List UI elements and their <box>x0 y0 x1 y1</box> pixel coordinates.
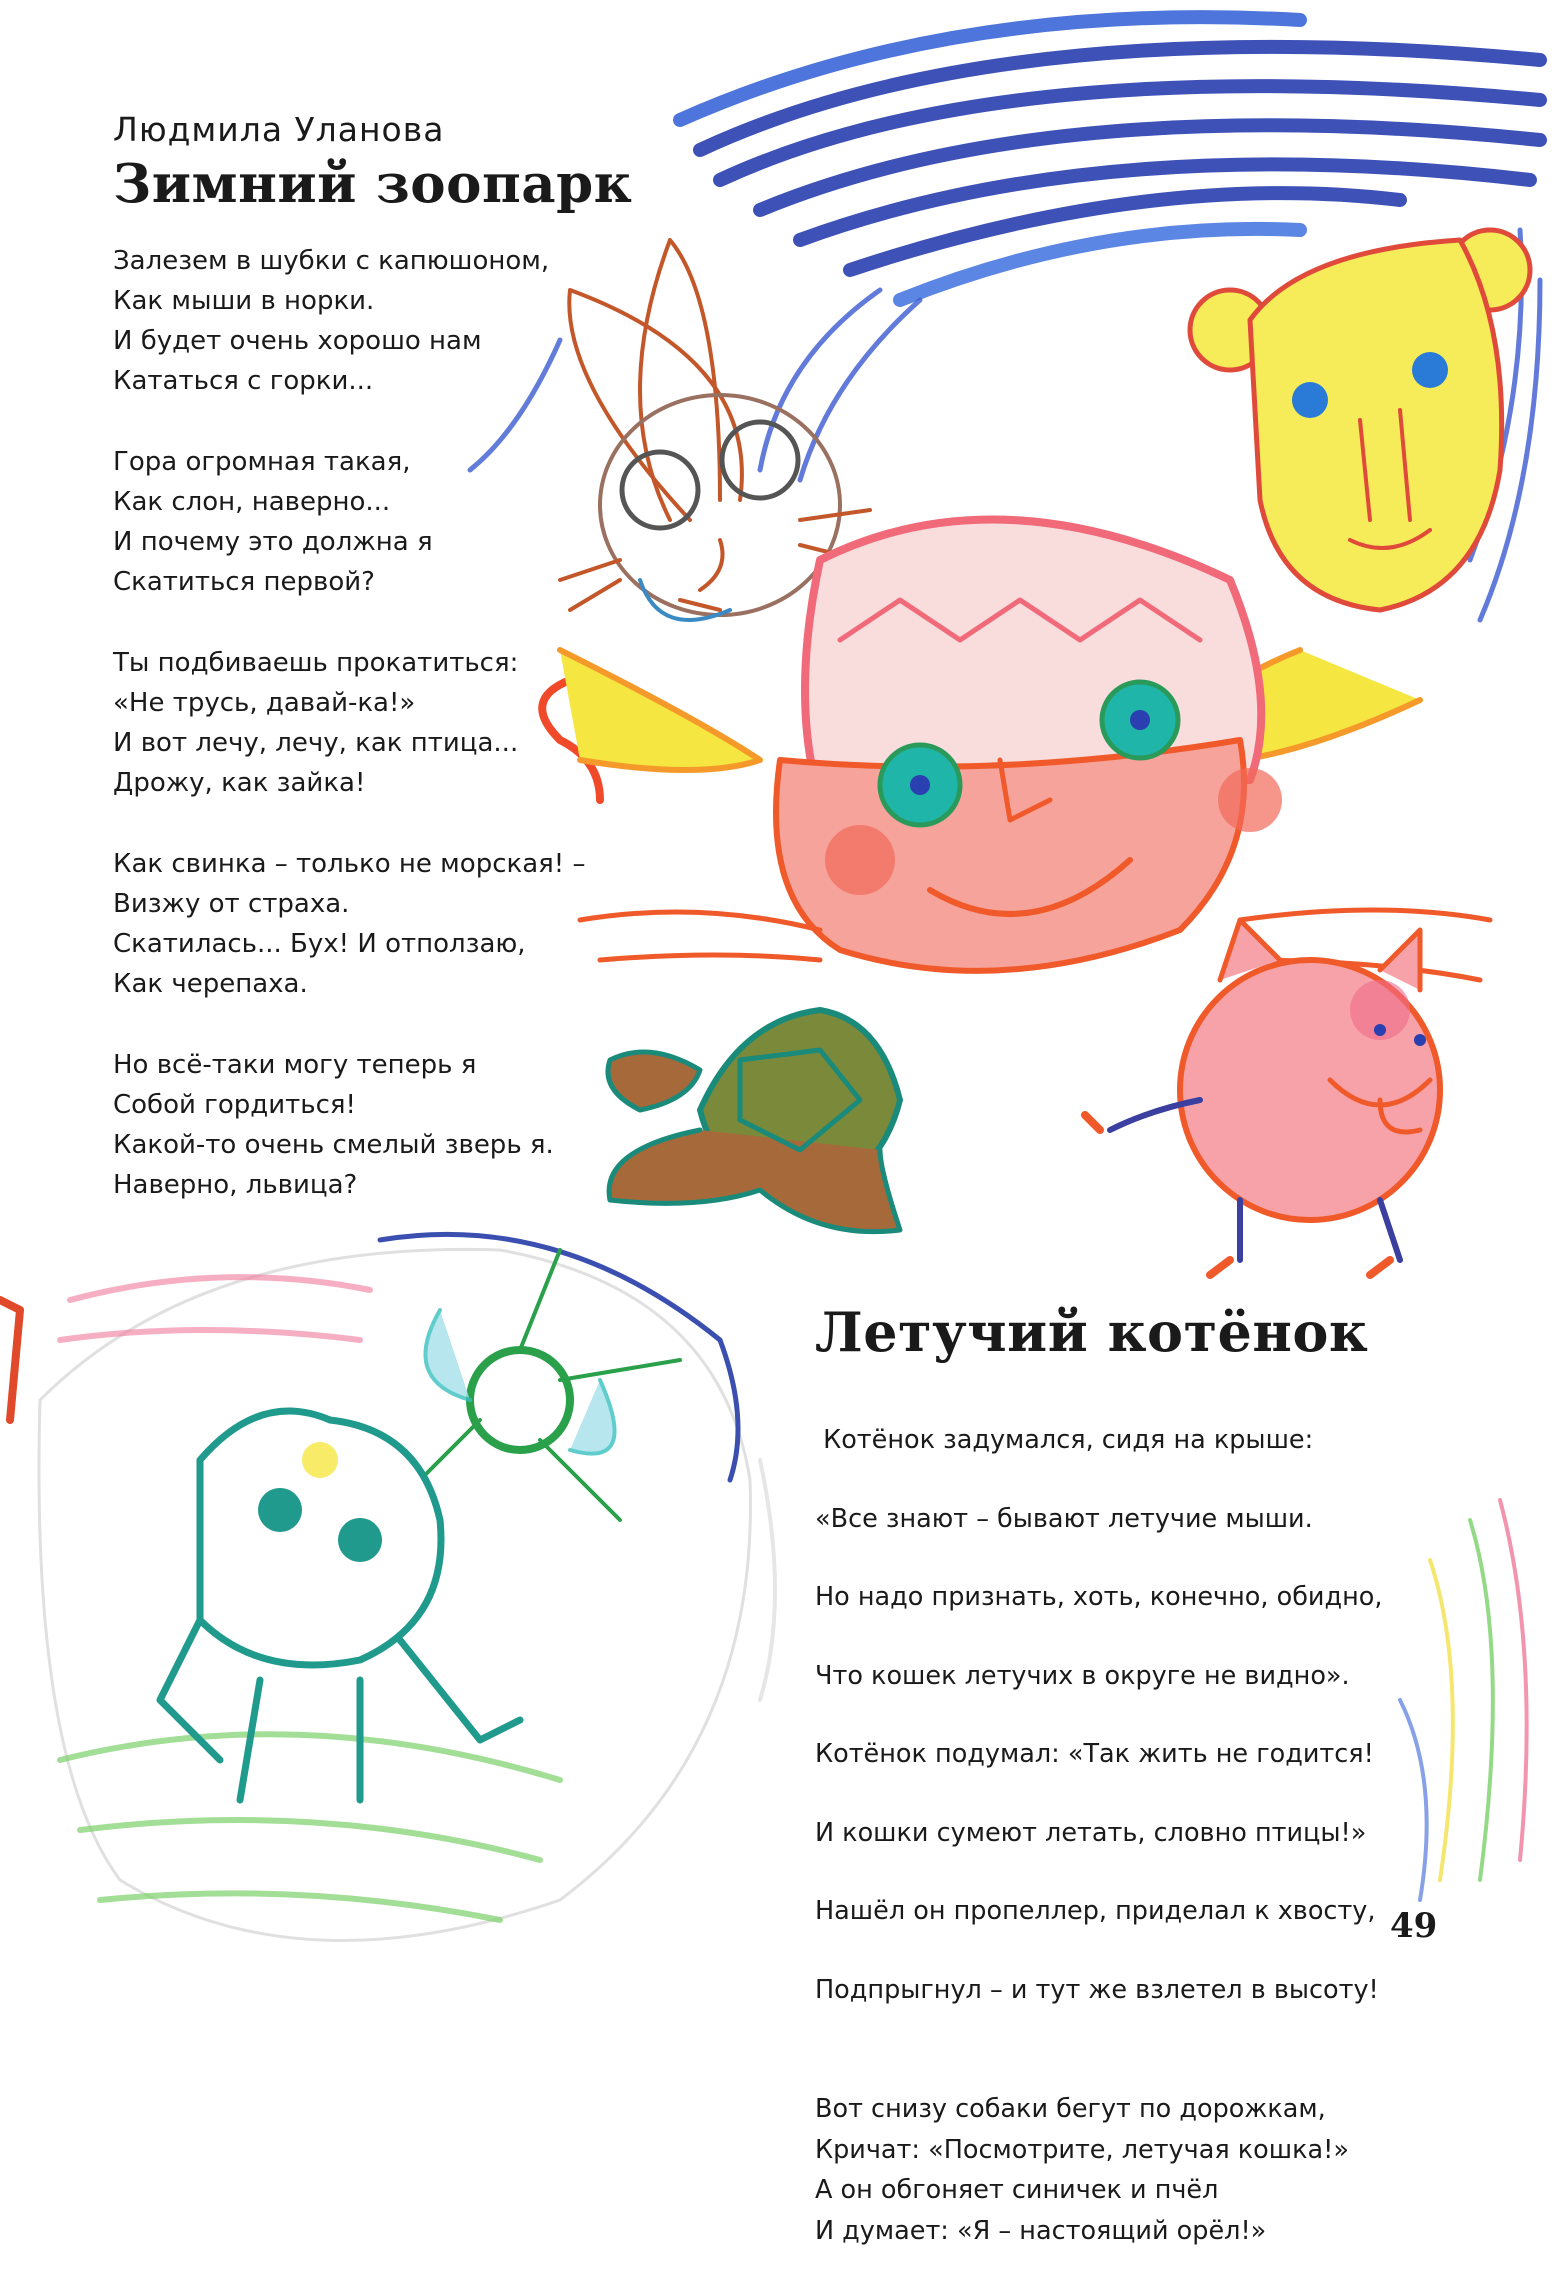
poem-line: Кататься с горки... <box>113 366 374 396</box>
poem-line: И будет очень хорошо нам <box>113 326 482 356</box>
page-number: 49 <box>1390 1906 1438 1946</box>
stanza <box>815 1382 1383 2048</box>
poem-line: Но надо признать, хоть, конечно, обидно, <box>815 1582 1383 1612</box>
stanza <box>113 643 632 803</box>
poem-line: И вот лечу, лечу, как птица... <box>113 728 519 758</box>
poem-author: Людмила Уланова <box>113 110 445 149</box>
pig-drawing <box>1085 920 1440 1275</box>
poem-line: Наверно, львица? <box>113 1170 358 1200</box>
poem-line: Кричат: «Посмотрите, летучая кошка!» <box>815 2134 1349 2165</box>
poem-letuchiy-kotenok <box>815 1300 1383 2292</box>
turtle-drawing <box>608 1010 900 1232</box>
poem-line: Но всё-таки могу теперь я <box>113 1050 477 1080</box>
poem-line: Котёнок задумался, сидя на крыше: <box>815 1425 1314 1455</box>
poem-line: Что кошек летучих в округе не видно». <box>815 1660 1350 1691</box>
poem-line: Как слон, наверно... <box>113 487 391 517</box>
poem-line: Скатилась... Бух! И отползаю, <box>113 929 526 959</box>
poem-line: Подпрыгнул – и тут же взлетел в высоту! <box>815 1974 1379 2005</box>
poem-line: Нашёл он пропеллер, приделал к хвосту, <box>815 1896 1376 1926</box>
poem-line: Залезем в шубки с капюшоном, <box>113 246 550 276</box>
poem-line: «Не трусь, давай-ка!» <box>113 688 416 718</box>
poem-line: Гора огромная такая, <box>113 447 411 477</box>
poem-zimniy-zoopark <box>113 110 632 1246</box>
poem-line: Собой гордиться! <box>113 1090 356 1120</box>
poem-title: Летучий котёнок <box>815 1300 1369 1364</box>
poem-line: Как свинка – только не морская! – <box>113 849 586 879</box>
poem-title: Зимний зоопарк <box>113 153 633 215</box>
poem-line: Скатиться первой? <box>113 567 375 597</box>
poem-line: Дрожу, как зайка! <box>113 768 366 798</box>
poem-line: Вот снизу собаки бегут по дорожкам, <box>815 2094 1326 2124</box>
poem-line: И почему это должна я <box>113 527 433 557</box>
stanza <box>113 1045 632 1205</box>
poem-line: Котёнок подумал: «Так жить не годится! <box>815 1739 1374 1769</box>
lion-drawing <box>1190 230 1530 610</box>
poem-line: И думает: «Я – настоящий орёл!» <box>815 2215 1267 2246</box>
poem-line: Ты подбиваешь прокатиться: <box>113 648 519 678</box>
poem-line: Визжу от страха. <box>113 889 350 919</box>
poem-line: Как мыши в норки. <box>113 286 375 316</box>
cat-drawing <box>0 1234 750 1940</box>
stanza <box>113 844 632 1004</box>
stanza <box>113 442 632 602</box>
stanza <box>815 2089 1383 2251</box>
poem-line: «Все знают – бывают летучие мыши. <box>815 1503 1313 1534</box>
poem-line: И кошки сумеют летать, словно птицы!» <box>815 1817 1367 1848</box>
stanza <box>113 241 632 401</box>
poem-line: А он обгоняет синичек и пчёл <box>815 2175 1219 2205</box>
poem-line: Как черепаха. <box>113 969 308 999</box>
poem-line: Какой-то очень смелый зверь я. <box>113 1130 554 1160</box>
